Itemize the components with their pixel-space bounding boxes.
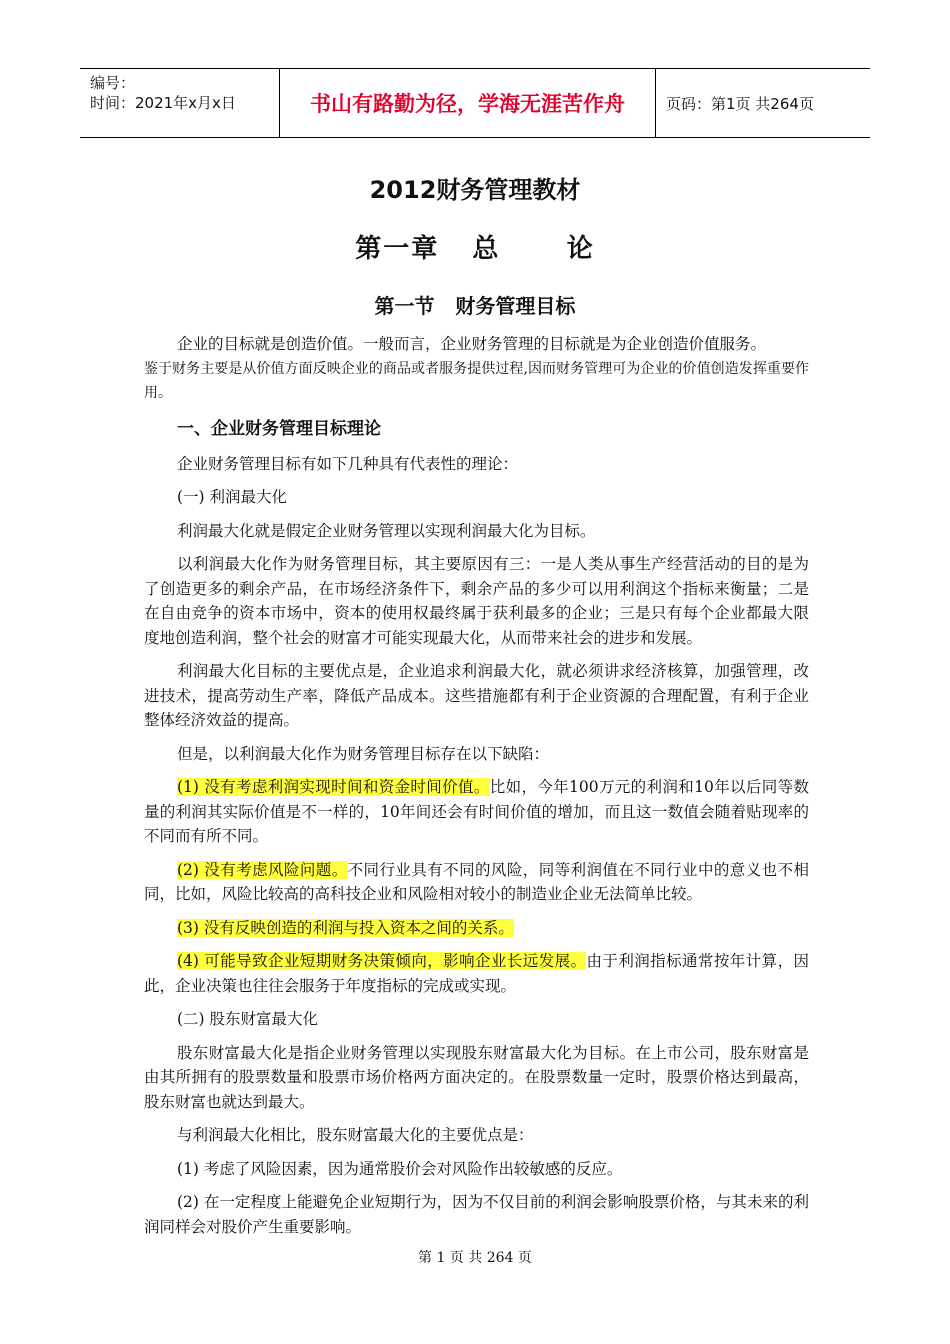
- chapter-title: 第一章 总 论: [355, 234, 595, 264]
- paragraph: (2) 在一定程度上能避免企业短期行为，因为不仅目前的利润会影响股票价格，与其未来的利润同样会对股价产生重要影响。: [144, 1193, 809, 1236]
- highlight: (4) 可能导致企业短期财务决策倾向，影响企业长远发展。: [177, 952, 587, 970]
- paragraph: 鉴于财务主要是从价值方面反映企业的商品或者服务提供过程,因而财务管理可为企业的价值创造发挥重要作用。: [144, 360, 809, 401]
- paragraph: 与利润最大化相比，股东财富最大化的主要优点是：: [177, 1126, 534, 1144]
- paragraph: 企业的目标就是创造价值。一般而言，企业财务管理的目标就是为企业创造价值服务。: [177, 335, 767, 353]
- paragraph: 股东财富最大化是指企业财务管理以实现股东财富最大化为目标。在上市公司，股东财富是由其所拥有的股票数量和股票市场价格两方面决定的。在股票数量一定时，股票价格达到最高，股东财富也就达到最大。: [144, 1043, 809, 1111]
- paragraph: 利润最大化目标的主要优点是，企业追求利润最大化，就必须讲求经济核算，加强管理，改进技术，提高劳动生产率，降低产品成本。这些措施都有利于企业资源的合理配置，有利于企业整体经济效益的提高。: [144, 662, 809, 729]
- paragraph: 但是，以利润最大化作为财务管理目标存在以下缺陷：: [177, 744, 550, 763]
- body-content: [144, 332, 809, 1248]
- text: 由于利润指标通常按年计算，因此，企业决策也往往会服务于年度指标的完成或实现。: [144, 952, 809, 995]
- section-title: 第一节 财务管理目标: [374, 294, 576, 318]
- highlight: (2) 没有考虑风险问题。: [177, 860, 348, 879]
- header-motto: 书山有路勤为径，学海无涯苦作舟: [280, 69, 656, 137]
- paragraph: (1) 考虑了风险因素，因为通常股价会对风险作出较敏感的反应。: [177, 1159, 623, 1178]
- paragraph: 以利润最大化作为财务管理目标，其主要原因有三：一是人类从事生产经营活动的目的是为了创造更多的剩余产品，在市场经济条件下，剩余产品的多少可以用利润这个指标来衡量；二是在自由竞争的资本市场中，资本的使用权最终属于获利最多的企业；三是只有每个企业都最大限度地创造利润，整个社会的财富才可能实现最大化，从而带来社会的进步和发展。: [144, 555, 809, 647]
- page-footer: 第 1 页 共 264 页: [418, 1250, 532, 1266]
- paragraph: [144, 858, 809, 907]
- heading: 一、企业财务管理目标理论: [177, 418, 381, 439]
- document-title: 2012财务管理教材: [369, 176, 581, 204]
- time-label: 时间：2021年x月x日: [90, 94, 236, 112]
- paragraph: 企业财务管理目标有如下几种具有代表性的理论：: [177, 454, 519, 473]
- header-meta: [80, 69, 280, 137]
- text: 不同行业具有不同的风险，同等利润值在不同行业中的意义也不相同，比如，风险比较高的高科技企业和风险相对较小的制造业企业无法简单比较。: [144, 860, 809, 903]
- paragraph: [144, 916, 809, 941]
- text: 比如，今年100万元的利润和10年以后同等数量的利润其实际价值是不一样的，10年间还会有时间价值的增加，而且这一数值会随着贴现率的不同而有所不同。: [144, 778, 809, 845]
- highlight: (3) 没有反映创造的利润与投入资本之间的关系。: [177, 918, 514, 937]
- page-header: [80, 68, 870, 138]
- highlight: (1) 没有考虑利润实现时间和资金时间价值。: [177, 778, 490, 796]
- paragraph: 利润最大化就是假定企业财务管理以实现利润最大化为目标。: [177, 521, 596, 540]
- subheading: (一) 利润最大化: [177, 488, 288, 506]
- number-label: 编号：: [90, 74, 136, 92]
- header-page-info: 页码：第1页 共264页: [666, 94, 814, 113]
- subheading: (二) 股东财富最大化: [177, 1010, 319, 1028]
- paragraph: [144, 775, 809, 849]
- paragraph: [144, 949, 809, 998]
